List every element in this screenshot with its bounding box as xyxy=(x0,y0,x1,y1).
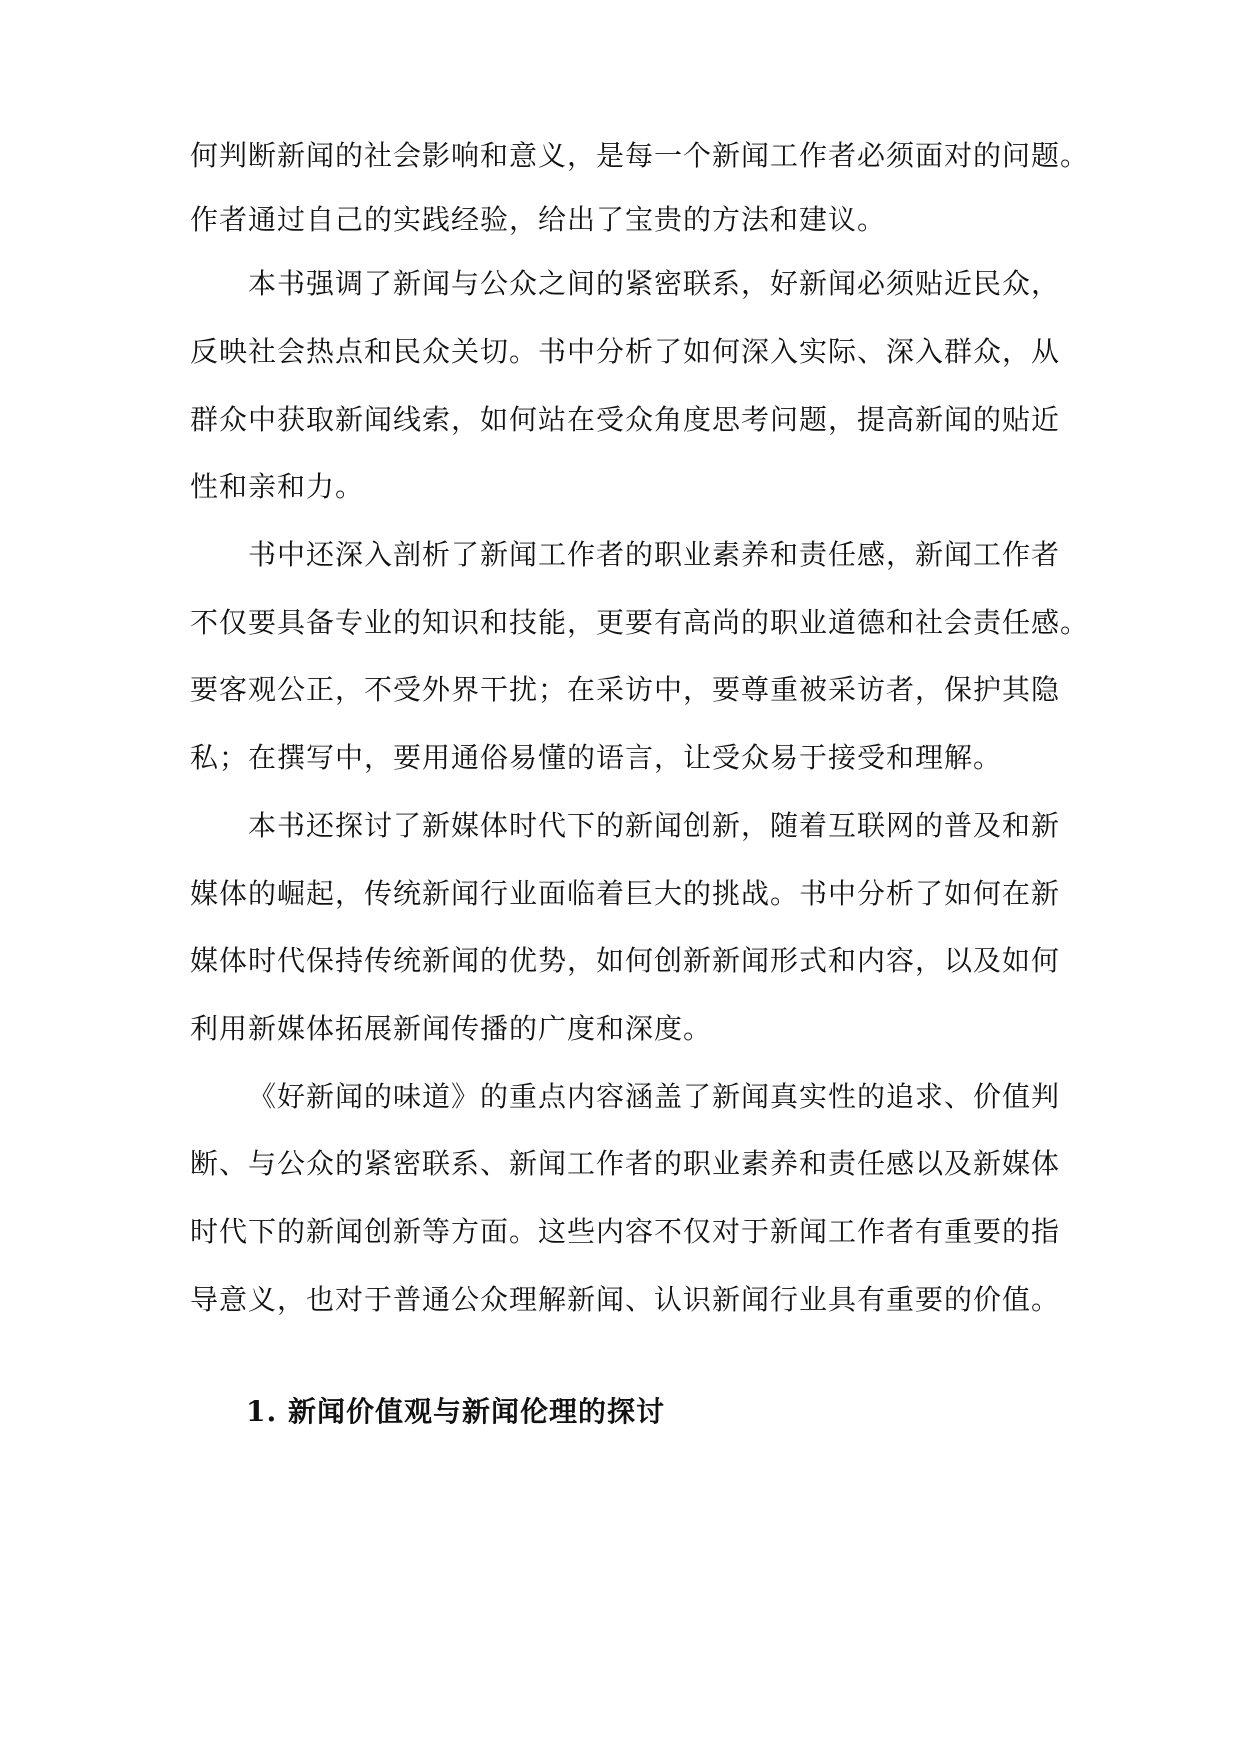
body-text-line: 断、与公众的紧密联系、新闻工作者的职业素养和责任感以及新媒体 xyxy=(190,1147,1061,1180)
body-text-line: 利用新媒体拓展新闻传播的广度和深度。 xyxy=(190,1012,713,1045)
paragraph-first-line: 本书还探讨了新媒体时代下的新闻创新，随着互联网的普及和新 xyxy=(248,809,1061,842)
body-text-line: 群众中获取新闻线索，如何站在受众角度思考问题，提高新闻的贴近 xyxy=(190,403,1061,436)
body-text-line: 媒体时代保持传统新闻的优势，如何创新新闻形式和内容，以及如何 xyxy=(190,944,1061,977)
body-text-line: 何判断新闻的社会影响和意义，是每一个新闻工作者必须面对的问题。 xyxy=(190,139,1090,172)
body-text-line: 私；在撰写中，要用通俗易懂的语言，让受众易于接受和理解。 xyxy=(190,741,1003,774)
body-text-line: 性和亲和力。 xyxy=(190,470,365,503)
paragraph-first-line: 本书强调了新闻与公众之间的紧密联系，好新闻必须贴近民众， xyxy=(248,267,1061,300)
section-title: 新闻价值观与新闻伦理的探讨 xyxy=(288,1395,666,1428)
section-number: 1. xyxy=(246,1395,278,1428)
paragraph-first-line: 书中还深入剖析了新闻工作者的职业素养和责任感，新闻工作者 xyxy=(248,538,1061,571)
body-text-line: 时代下的新闻创新等方面。这些内容不仅对于新闻工作者有重要的指 xyxy=(190,1215,1061,1248)
body-text-line: 导意义，也对于普通公众理解新闻、认识新闻行业具有重要的价值。 xyxy=(190,1283,1061,1316)
body-text-line: 反映社会热点和民众关切。书中分析了如何深入实际、深入群众，从 xyxy=(190,335,1061,368)
section-heading xyxy=(246,1392,665,1432)
body-text-line: 要客观公正，不受外界干扰；在采访中，要尊重被采访者，保护其隐 xyxy=(190,673,1061,706)
body-text-line: 作者通过自己的实践经验，给出了宝贵的方法和建议。 xyxy=(190,203,887,236)
body-text-line: 不仅要具备专业的知识和技能，更要有高尚的职业道德和社会责任感。 xyxy=(190,606,1090,639)
paragraph-first-line: 《好新闻的味道》的重点内容涵盖了新闻真实性的追求、价值判 xyxy=(248,1080,1061,1113)
body-text-line: 媒体的崛起，传统新闻行业面临着巨大的挑战。书中分析了如何在新 xyxy=(190,877,1061,910)
